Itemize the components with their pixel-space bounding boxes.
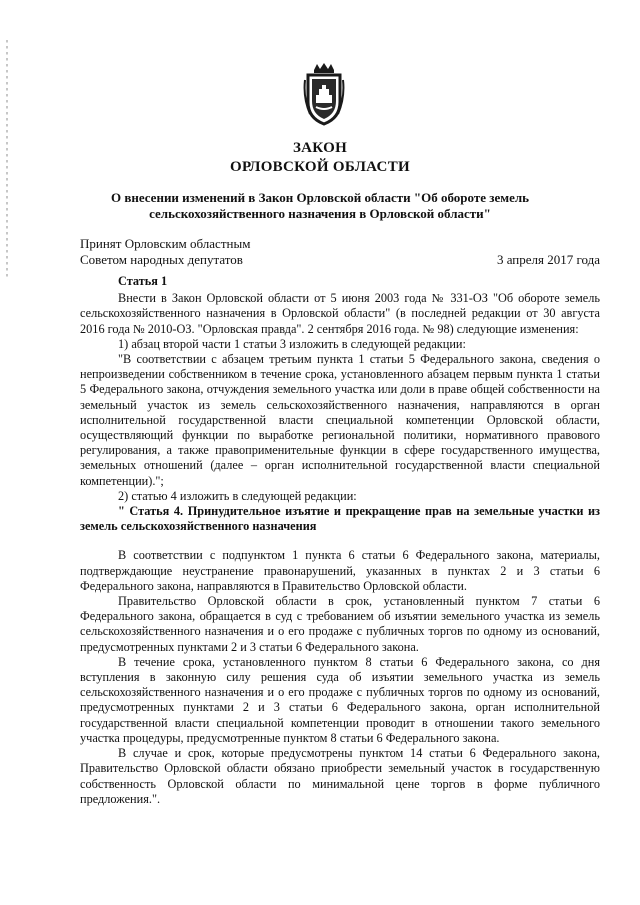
law-subtitle: О внесении изменений в Закон Орловской области "Об обороте земель сельскохозяйственного назначения в Орловской области" xyxy=(110,190,530,221)
paragraph: В течение срока, установленного пунктом 8 статьи 6 Федерального закона, со дня вступления в законную силу решения суда об изъятии земельного участка из земель сельскохозяйственного назначения и о его продаже с публичных торгов по одному из оснований, предусмотренных пунктами 2 и 3 статьи 6 Федерального закона, орган исполнительной государственной власти специальной компетенции проводит в отношении такого земельного участка процедуры, предусмотренные пунктом 8 статьи 6 Федерального закона. xyxy=(80,654,600,745)
paragraph: 2) статью 4 изложить в следующей редакции: xyxy=(118,488,357,503)
paragraph: В соответствии с подпунктом 1 пункта 6 статьи 6 Федерального закона, материалы, подтверждающие неустранение правонарушений, указанных в пунктах 2 и 3 статьи 6 Федерального закона, направляются в Правительство Орловской области. xyxy=(80,548,600,593)
adoption-line-1: Принят Орловским областным xyxy=(80,236,251,251)
coat-of-arms-icon xyxy=(302,62,346,126)
article-heading: Статья 1 xyxy=(118,274,168,288)
paragraph: Внести в Закон Орловской области от 5 июня 2003 года № 331-ОЗ "Об обороте земель сельскохозяйственного назначения в Орловской области" (в последней редакции от 30 августа 2016 года № 2010-ОЗ. "Орловская правда". 2 сентября 2016 года. № 98) следующие изменения: xyxy=(80,291,600,336)
paragraph: "В соответствии с абзацем третьим пункта 1 статьи 5 Федерального закона, сведения о непроизведении собственником в течение срока, установленного абзацем первым пункта 1 статьи 5 Федерального закона, отчуждения земельного участка или доли в праве общей собственности на земельный участок из земель сельскохозяйственного назначения, направляются в орган исполнительной государственной власти специальной компетенции Орловской области, осуществляющий функции по выработке региональной политики, нормативного правового регулирования, а также правоприменительные функции в сфере государственного имущества, земельных отношений (далее – орган исполнительной государственной власти специальной компетенции)."; xyxy=(80,352,600,488)
paragraph: Правительство Орловской области в срок, установленный пунктом 7 статьи 6 Федерального закона, обращается в суд с требованием об изъятии земельного участка из земель сельскохозяйственного назначения и о его продаже с публичных торгов по одному из оснований, предусмотренных пунктами 2 и 3 статьи 6 Федерального закона. xyxy=(80,594,600,654)
spacer xyxy=(80,534,600,548)
paragraph: В случае и срок, которые предусмотрены пунктом 14 статьи 6 Федерального закона, Правительство Орловской области обязано приобрести земельный участок в государственную собственность Орловской области по минимальной цене торгов в форме публичного предложения.". xyxy=(80,746,600,806)
law-title: ЗАКОН xyxy=(292,140,348,156)
law-body xyxy=(80,274,600,807)
adoption-date: 3 апреля 2017 года xyxy=(496,252,600,267)
article-4-heading: " Статья 4. Принудительное изъятие и прекращение прав на земельные участки из земель сельскохозяйственного назначения xyxy=(80,504,600,534)
adoption-line-2: Советом народных депутатов xyxy=(80,252,243,267)
region-title: ОРЛОВСКОЙ ОБЛАСТИ xyxy=(230,159,410,175)
adoption-block xyxy=(80,236,250,268)
paragraph: 1) абзац второй части 1 статьи 3 изложить в следующей редакции: xyxy=(118,336,466,351)
